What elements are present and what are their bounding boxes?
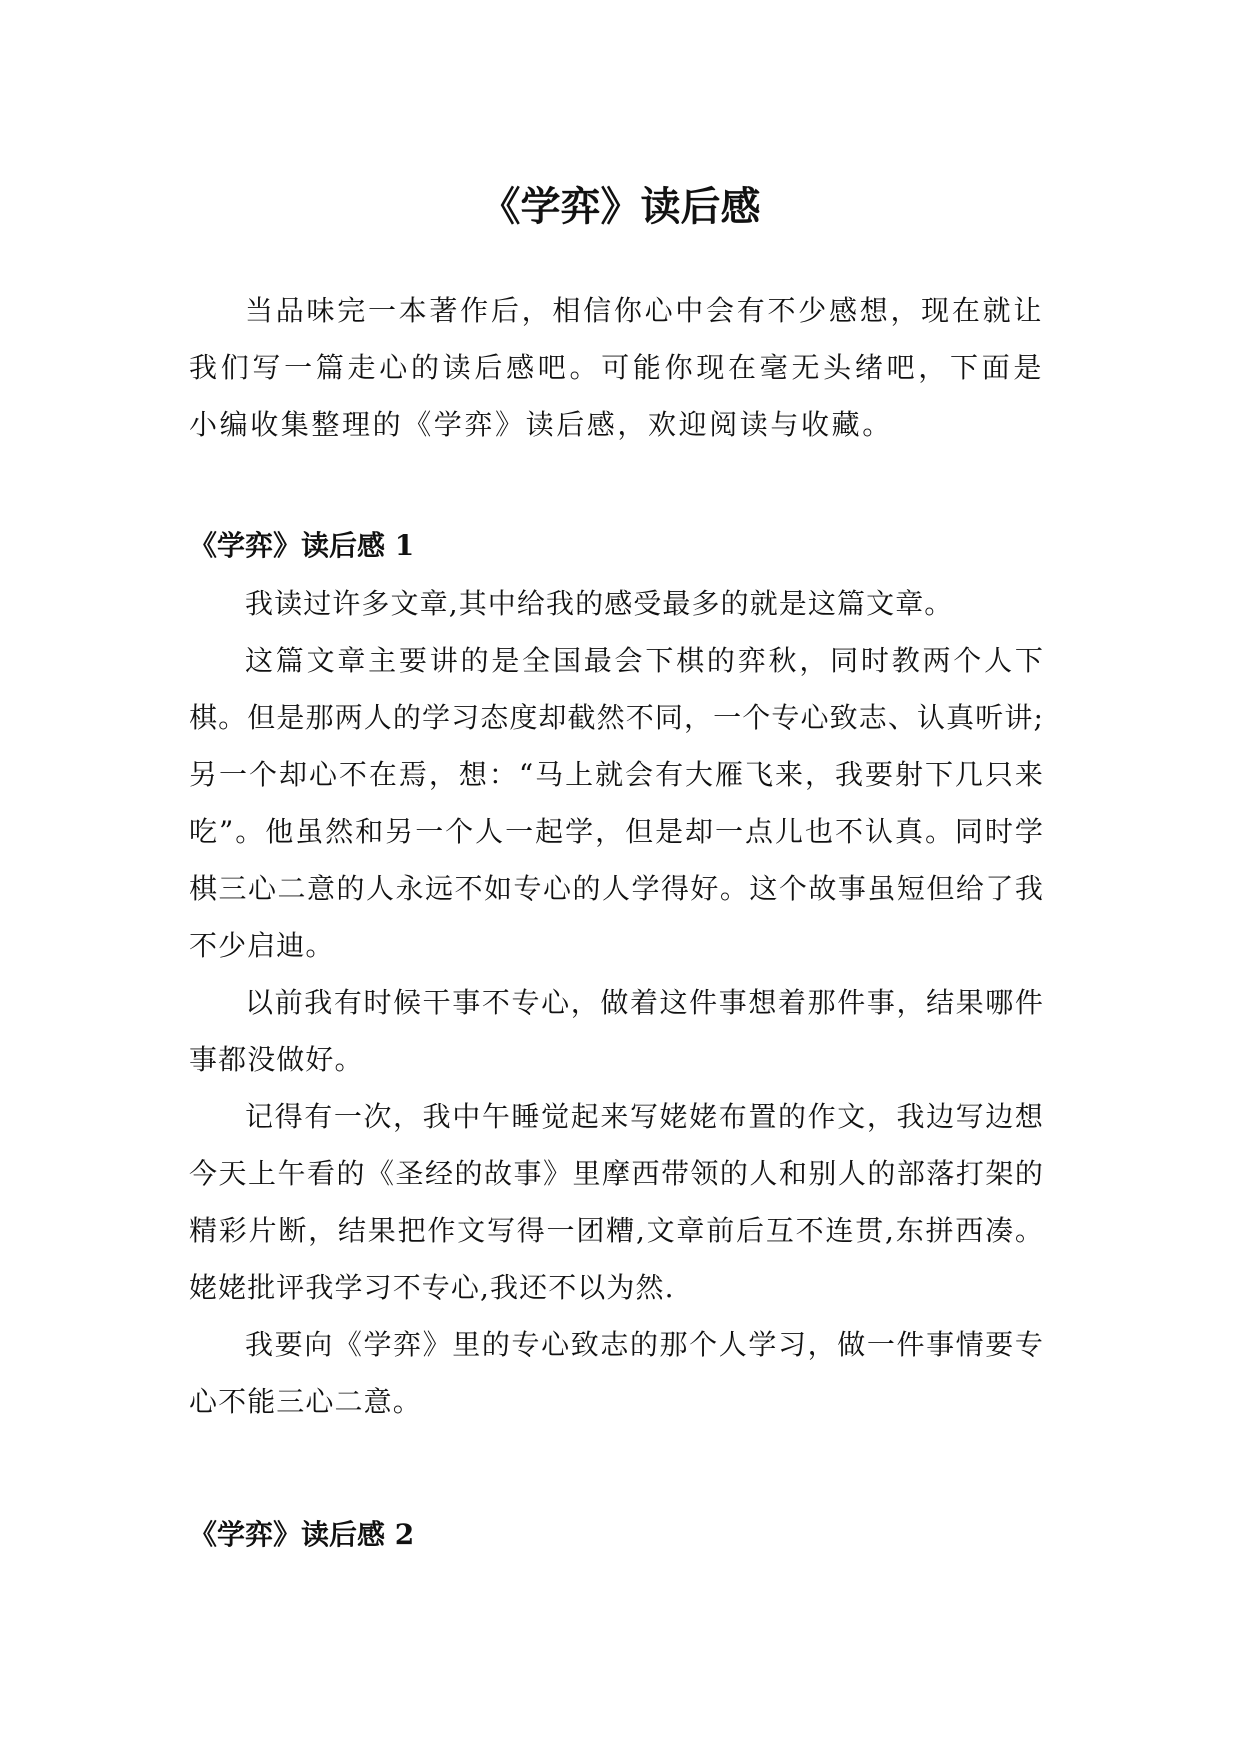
section-heading-1: 《学弈》读后感 1 [189, 529, 415, 562]
intro-block [189, 282, 1044, 453]
document-title: 《学弈》读后感 [480, 183, 761, 230]
section-1-paragraph-4: 记得有一次，我中午睡觉起来写姥姥布置的作文，我边写边想今天上午看的《圣经的故事》里摩西带领的人和别人的部落打架的精彩片断，结果把作文写得一团糟,文章前后互不连贯,东拼西凑。姥姥批评我学习不专心,我还不以为然. [189, 1100, 1044, 1304]
section-1-paragraph-2: 这篇文章主要讲的是全国最会下棋的弈秋，同时教两个人下棋。但是那两人的学习态度却截然不同，一个专心致志、认真听讲;另一个却心不在焉，想：“马上就会有大雁飞来，我要射下几只来吃”。他虽然和另一个人一起学，但是却一点儿也不认真。同时学棋三心二意的人永远不如专心的人学得好。这个故事虽短但给了我不少启迪。 [189, 644, 1044, 962]
section-1-paragraph-3: 以前我有时候干事不专心，做着这件事想着那件事，结果哪件事都没做好。 [189, 986, 1044, 1076]
section-1-body [189, 575, 1044, 1430]
section-heading-2: 《学弈》读后感 2 [189, 1518, 415, 1551]
intro-paragraph: 当品味完一本著作后，相信你心中会有不少感想，现在就让我们写一篇走心的读后感吧。可能你现在毫无头绪吧，下面是小编收集整理的《学弈》读后感，欢迎阅读与收藏。 [189, 294, 1044, 441]
section-1-paragraph-1: 我读过许多文章,其中给我的感受最多的就是这篇文章。 [245, 587, 954, 620]
section-1-paragraph-5: 我要向《学弈》里的专心致志的那个人学习，做一件事情要专心不能三心二意。 [189, 1328, 1044, 1418]
